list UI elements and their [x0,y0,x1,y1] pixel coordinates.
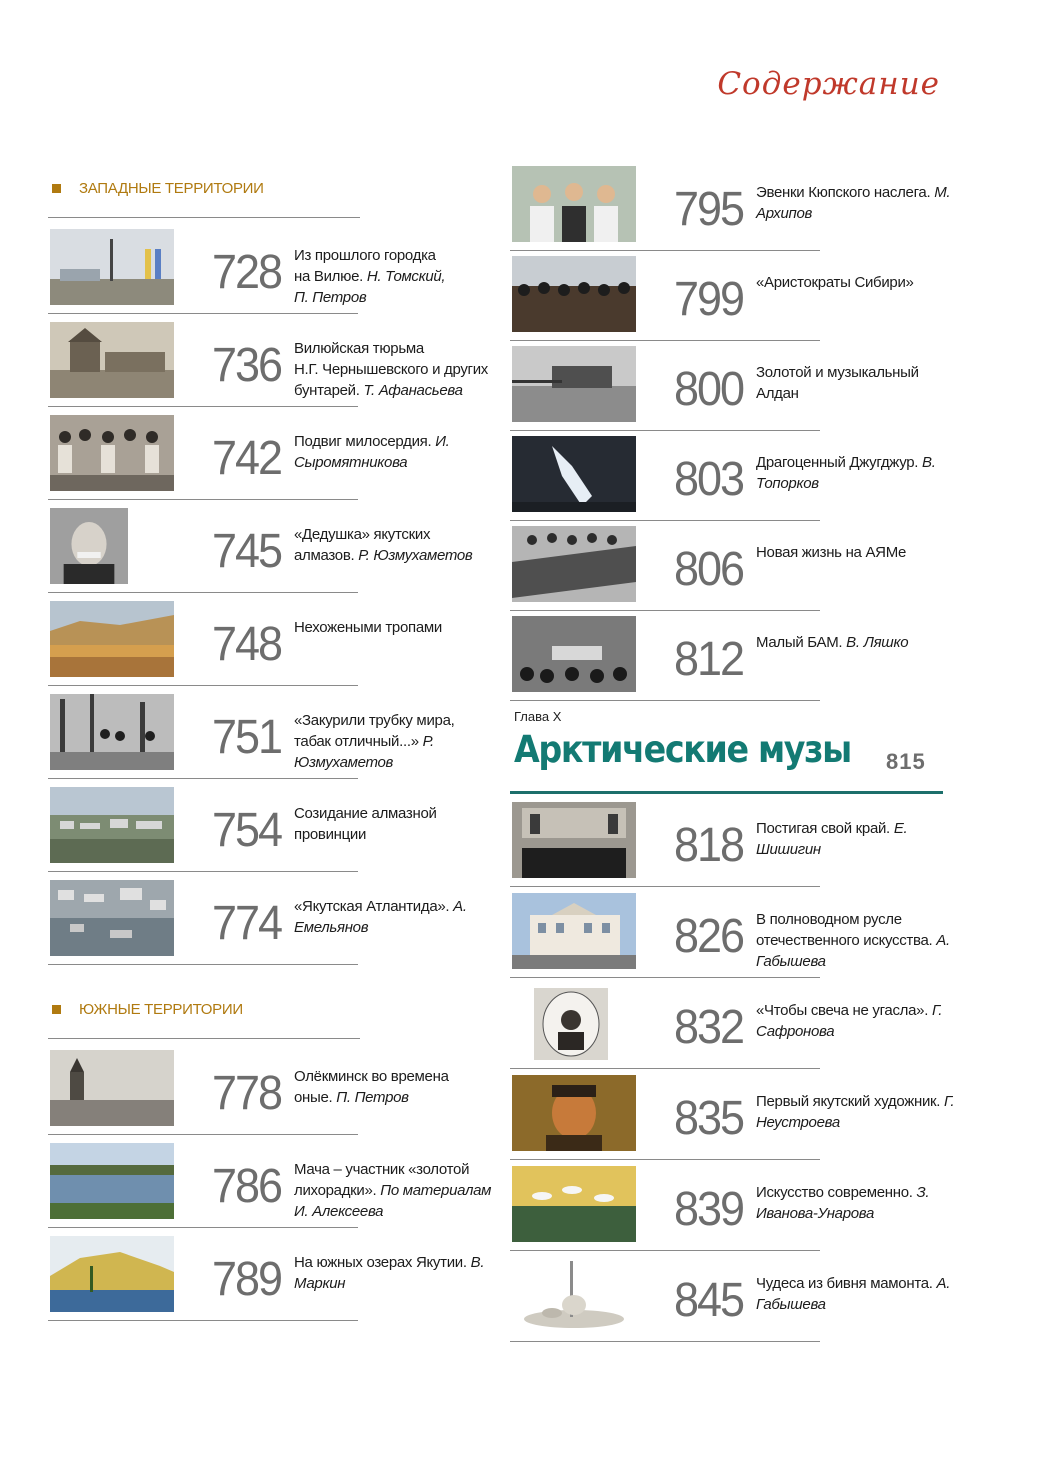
section-title: ЗАПАДНЫЕ ТЕРРИТОРИИ [79,179,264,197]
contents-entry [510,428,936,521]
entry-title [294,245,504,308]
entry-title [756,272,966,293]
evenki-people-photo [512,166,636,242]
entry-title [756,818,966,860]
entry-page-number: 799 [674,270,744,326]
entry-page-number: 742 [212,429,282,485]
entry-title [756,1273,966,1315]
entry-title [294,896,504,938]
entry-title [294,803,504,845]
section-title: ЮЖНЫЕ ТЕРРИТОРИИ [79,1000,243,1018]
contents-entry [48,779,437,872]
entry-page-number: 832 [674,998,744,1054]
contents-entry [510,248,914,341]
painted-portrait-photo [512,1075,636,1151]
contents-entry [510,158,951,251]
entry-title [756,909,966,972]
entry-page-number: 745 [212,522,282,578]
entry-title-line: «Аристократы Сибири» [756,274,914,291]
entry-page-number: 818 [674,816,744,872]
section-title-row [48,996,360,1022]
entry-title-line: Эвенки Кюпского наслега. [756,184,931,201]
contents-entry [510,1067,955,1160]
entry-author: Е. Шишигин [756,820,908,858]
entry-title-line: провинции [294,826,367,843]
entry-title [756,1182,966,1224]
contents-entry [48,1135,492,1228]
forest-camp-photo [50,694,174,770]
entry-title-line: Новая жизнь на АЯМе [756,544,907,561]
entry-title [294,710,504,773]
entry-author: По материалам [380,1182,492,1199]
section-divider [48,1038,360,1039]
entry-title [756,1091,966,1133]
entry-title [756,182,966,224]
entry-author: И. Сыромятникова [294,433,450,471]
entry-title-line: алмазов. [294,547,355,564]
entry-title-line: Нехожеными тропами [294,619,442,636]
entry-author: И. Алексеева [294,1203,384,1220]
oval-portrait-photo [512,984,636,1060]
contents-entry [48,593,442,686]
entry-title-line: Алдан [756,385,799,402]
aerial-city-photo [50,787,174,863]
entry-title-line: Чудеса из бивня мамонта. [756,1275,933,1292]
entry-page-number: 800 [674,360,744,416]
entry-title [294,1252,504,1294]
entry-title-line: Вилюйская тюрьма [294,340,424,357]
entry-title [294,338,504,401]
section-title-row [48,175,360,201]
entry-page-number: 736 [212,336,282,392]
section-header [48,175,360,218]
entry-page-number: 839 [674,1180,744,1236]
entry-title-line: Первый якутский художник. [756,1093,941,1110]
prison-photo [50,322,174,398]
old-church-photo [50,1050,174,1126]
entry-author: М. Архипов [756,184,951,222]
banner-photo [512,526,636,602]
entry-page-number: 812 [674,630,744,686]
town-square-photo [50,229,174,305]
contents-entry [510,338,919,431]
chapter-page-number: 815 [886,749,926,774]
entry-title [756,362,966,404]
contents-entry [48,221,446,314]
waterfall-photo [512,436,636,512]
contents-entry [510,885,950,978]
section-header [48,996,360,1039]
entry-title-line: табак отличный...» [294,733,419,750]
entry-page-number: 774 [212,894,282,950]
entry-author: П. Петров [336,1089,409,1106]
entry-author: А. Емельянов [294,898,467,936]
contents-entry [48,1228,485,1321]
entry-title [294,1159,504,1222]
contents-entry [48,1042,449,1135]
contents-entry [48,314,488,407]
contents-entry [510,518,907,611]
entry-author: Т. Афанасьева [363,382,463,399]
entry-page-number: 789 [212,1250,282,1306]
entry-author: В. Ляшко [846,634,909,651]
museum-hall-photo [512,802,636,878]
chapter-label: Глава X [514,709,562,724]
entry-title [294,617,504,638]
entry-page-number: 826 [674,907,744,963]
flooded-town-photo [50,880,174,956]
lake-hills-photo [50,1236,174,1312]
entry-title [756,542,966,563]
ivory-carving-photo [512,1257,636,1333]
section-divider [48,217,360,218]
entry-title-line: Драгоценный Джугджур. [756,454,919,471]
entry-page-number: 778 [212,1064,282,1120]
entry-title [756,452,966,494]
entry-author: Р. Юзмухаметов [358,547,473,564]
entry-title [294,524,504,566]
entry-title [294,1066,504,1108]
entry-page-number: 795 [674,180,744,236]
contents-entry [48,872,467,965]
contents-entry [510,794,908,887]
entry-author: З. Иванова-Унарова [756,1184,930,1222]
entry-author: Г. Сафронова [756,1002,943,1040]
entry-divider [48,964,358,965]
entry-author: А. Габышева [756,932,950,970]
entry-author: Н. Томский, [366,268,446,285]
entry-author: Р. Юзмухаметов [294,733,434,771]
entry-author: Г. Неустроева [756,1093,955,1131]
entry-title [756,1000,966,1042]
entry-author: П. Петров [294,289,367,306]
entry-title-line: оные. [294,1089,333,1106]
entry-page-number: 806 [674,540,744,596]
entry-title-line: «Дедушка» якутских [294,526,431,543]
entry-title [294,431,504,473]
entry-title-line: Подвиг милосердия. [294,433,432,450]
entry-title-line: лихорадки». [294,1182,377,1199]
entry-title [756,632,966,653]
entry-title-line: Н.Г. Чернышевского и других [294,361,488,378]
square-bullet-icon [52,1005,61,1014]
cranes-painting-photo [512,1166,636,1242]
entry-title-line: Из прошлого городка [294,247,436,264]
museum-building-photo [512,893,636,969]
group-photo [50,415,174,491]
contents-entry [510,1158,930,1251]
entry-title-line: Постигая свой край. [756,820,890,837]
entry-title-line: «Якутская Атлантида». [294,898,450,915]
river-cliffs-photo [50,601,174,677]
contents-entry [48,407,450,500]
dredge-photo [512,346,636,422]
entry-title-line: Искусство современно. [756,1184,913,1201]
entry-divider [510,700,820,701]
river-bank-photo [50,1143,174,1219]
chapter-title: Арктические музы [514,728,851,771]
entry-title-line: Мача – участник «золотой [294,1161,470,1178]
entry-divider [48,1320,358,1321]
entry-title-line: «Закурили трубку мира, [294,712,455,729]
square-bullet-icon [52,184,61,193]
entry-page-number: 728 [212,243,282,299]
entry-title-line: Созидание алмазной [294,805,437,822]
page-heading: Содержание [717,66,940,102]
portrait-photo [50,508,128,584]
entry-title-line: На южных озерах Якутии. [294,1254,467,1271]
entry-divider [510,1341,820,1342]
entry-page-number: 845 [674,1271,744,1327]
entry-author: В. Топорков [756,454,936,492]
rally-photo [512,616,636,692]
entry-page-number: 748 [212,615,282,671]
contents-entry [48,500,473,593]
crowd-photo [512,256,636,332]
entry-page-number: 835 [674,1089,744,1145]
entry-page-number: 803 [674,450,744,506]
contents-entry [48,686,455,779]
entry-title-line: Малый БАМ. [756,634,843,651]
entry-page-number: 786 [212,1157,282,1213]
contents-entry [510,608,909,701]
entry-page-number: 751 [212,708,282,764]
entry-title-line: бунтарей. [294,382,360,399]
entry-title-line: В полноводном русле [756,911,902,928]
entry-page-number: 754 [212,801,282,857]
contents-entry [510,1249,951,1342]
entry-title-line: отечественного искусства. [756,932,933,949]
entry-title-line: «Чтобы свеча не угасла». [756,1002,929,1019]
entry-title-line: Олёкминск во времена [294,1068,449,1085]
entry-title-line: Золотой и музыкальный [756,364,919,381]
entry-author: В. Маркин [294,1254,485,1292]
contents-entry [510,976,943,1069]
entry-title-line: на Вилюе. [294,268,363,285]
entry-author: А. Габышева [756,1275,951,1313]
